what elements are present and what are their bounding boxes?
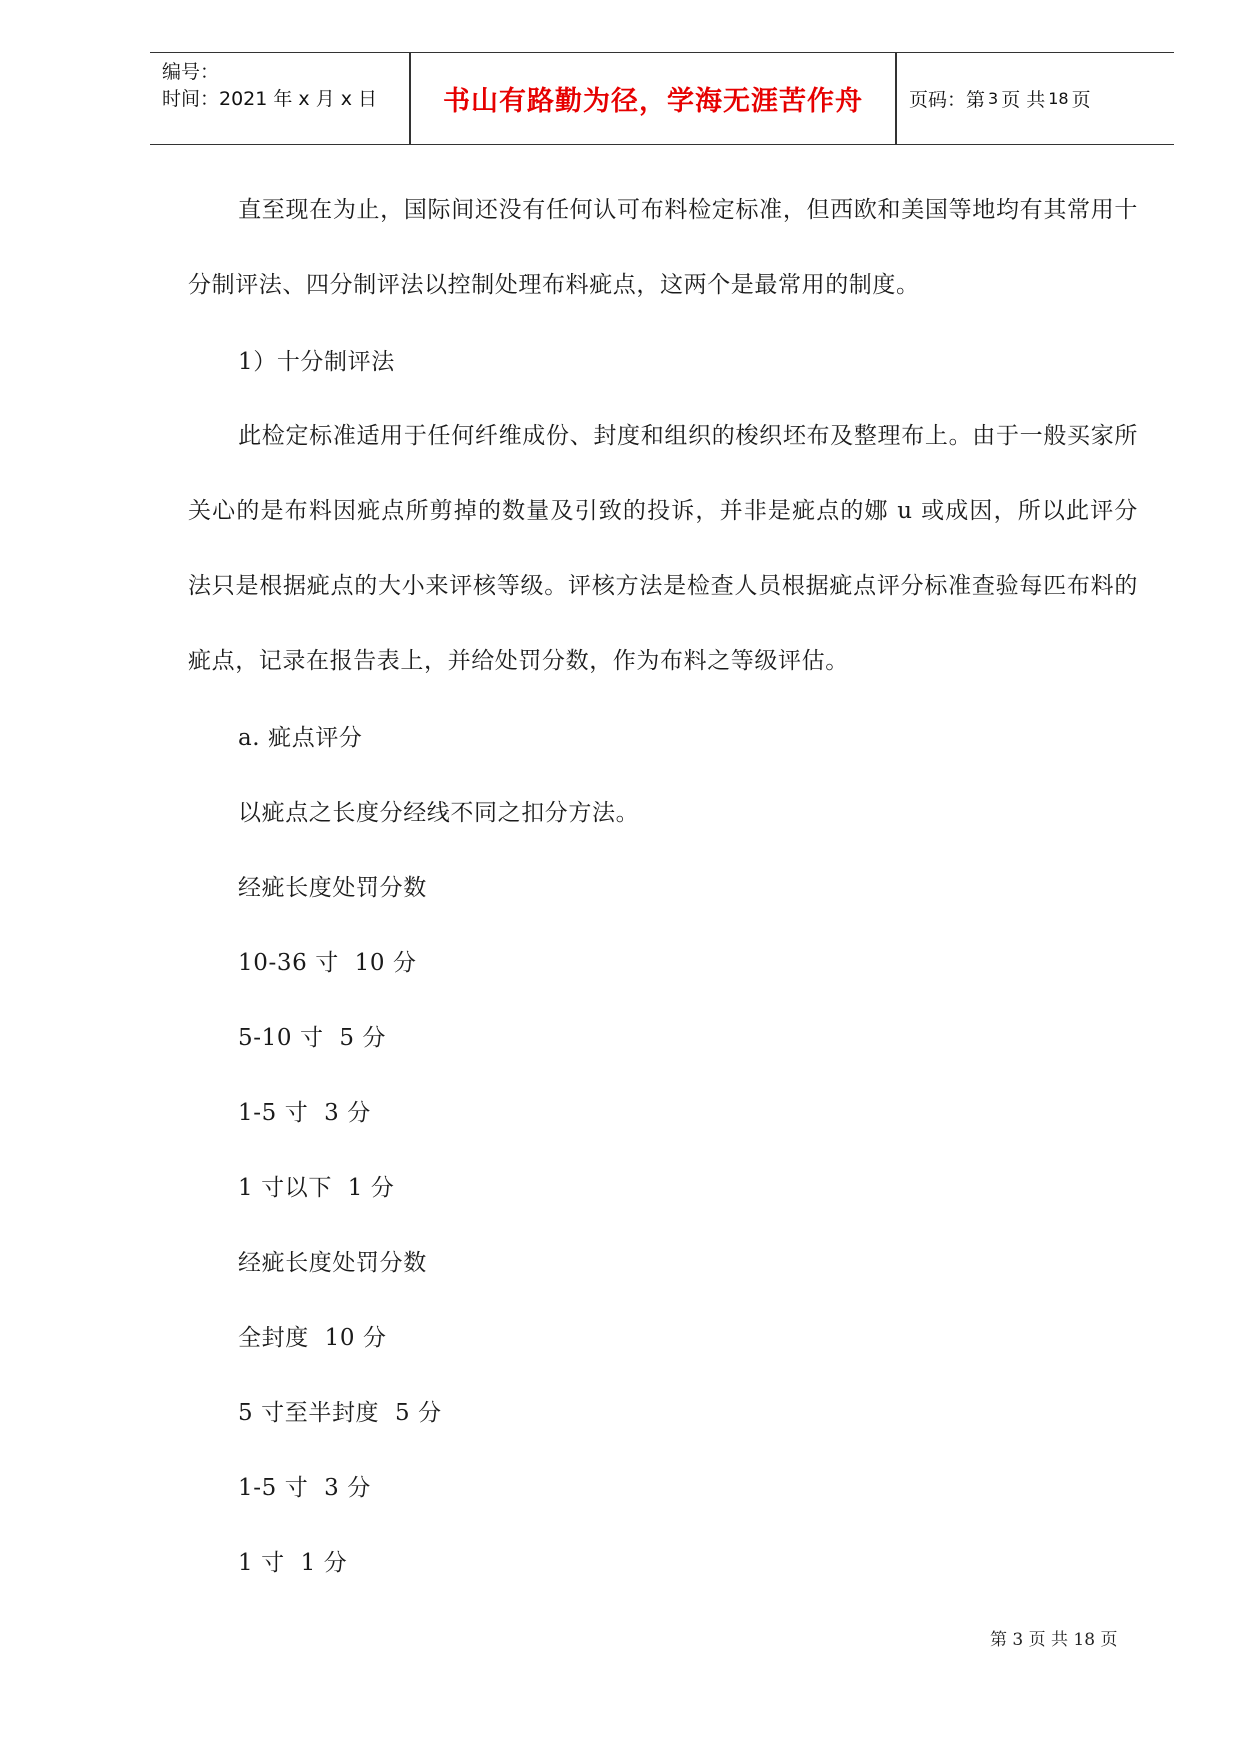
page-mid: 页 共 (1001, 89, 1046, 111)
page-suffix: 页 (1071, 89, 1091, 111)
page-current: 3 (988, 89, 999, 108)
weft-item: 5 寸至半封度 5 分 (238, 1400, 442, 1426)
page-prefix: 页码：第 (909, 89, 986, 111)
header-meta (150, 53, 410, 144)
weft-item: 1-5 寸 3 分 (238, 1475, 371, 1501)
paragraph-intro: 直至现在为止，国际间还没有任何认可布料检定标准，但西欧和美国等地均有其常用十分制评法、四分制评法以控制处理布料疵点，这两个是最常用的制度。 (188, 197, 1138, 298)
page-total: 18 (1048, 89, 1069, 108)
paragraph-standard: 此检定标准适用于任何纤维成份、封度和组织的梭织坯布及整理布上。由于一般买家所关心的是布料因疵点所剪掉的数量及引致的投诉，并非是疵点的娜 u 或成因，所以此评分法只是根据疵点的大小来评核等级。评核方法是检查人员根据疵点评分标准查验每匹布料的疵点，记录在报告表上，并给处罚分数，作为布料之等级评估。 (188, 423, 1138, 674)
page-footer: 第 3 页 共 18 页 (990, 1630, 1118, 1650)
section-heading-ten-point: 1）十分制评法 (238, 349, 395, 375)
page-header (150, 52, 1174, 145)
deduction-description: 以疵点之长度分经线不同之扣分方法。 (238, 800, 640, 826)
weft-item: 全封度 10 分 (238, 1325, 387, 1351)
warp-item: 10-36 寸 10 分 (238, 950, 417, 976)
header-motto-cell (411, 53, 895, 144)
header-motto: 书山有路勤为径，学海无涯苦作舟 (443, 86, 863, 117)
header-page-number (897, 53, 1174, 144)
warp-item: 1 寸以下 1 分 (238, 1175, 395, 1201)
serial-label: 编号： (162, 61, 220, 83)
time-label: 时间：2021 年 x 月 x 日 (162, 88, 378, 110)
sub-heading-defect-score: a. 疵点评分 (238, 725, 363, 751)
warp-table-heading: 经疵长度处罚分数 (238, 875, 427, 901)
warp-item: 5-10 寸 5 分 (238, 1025, 387, 1051)
warp-item: 1-5 寸 3 分 (238, 1100, 371, 1126)
weft-item: 1 寸 1 分 (238, 1550, 348, 1576)
weft-table-heading: 经疵长度处罚分数 (238, 1250, 427, 1276)
